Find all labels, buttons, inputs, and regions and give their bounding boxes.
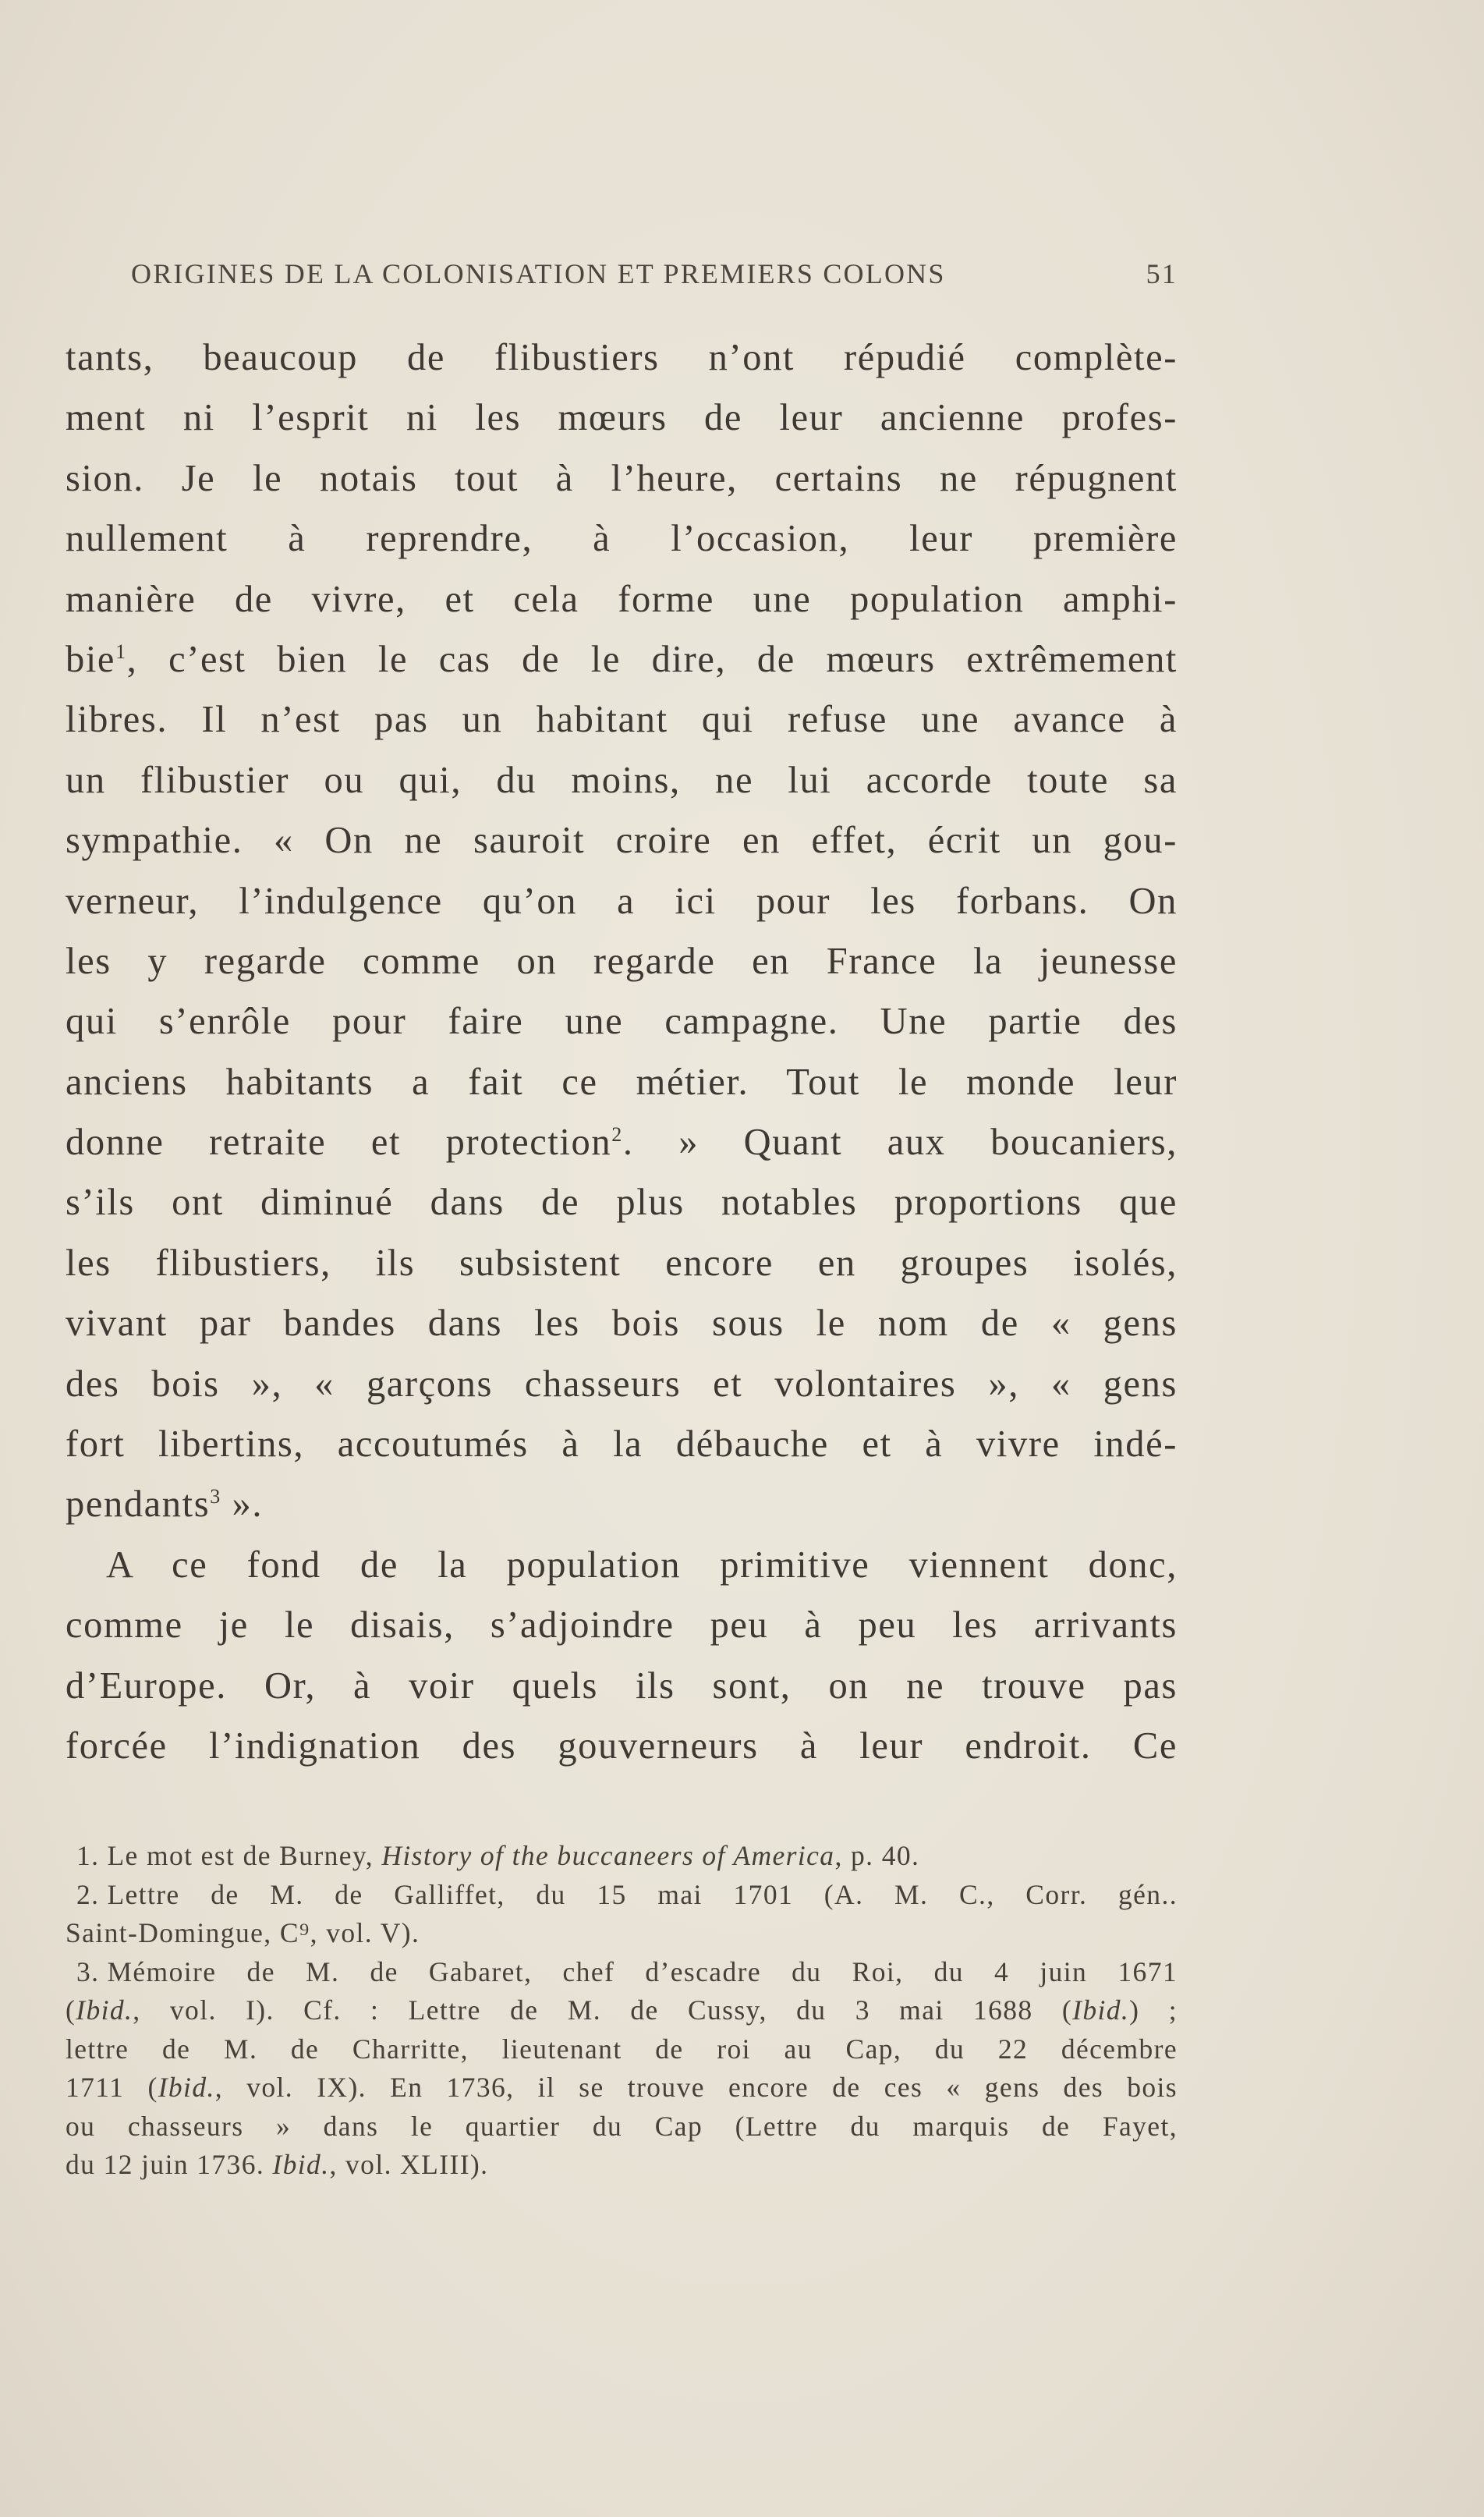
text-line: sympathie. « On ne sauroit croire en effet, écrit un gou- [66,820,1178,862]
footnote-ibid: Ibid. [272,2149,330,2180]
footnote-number: 3. [76,1955,100,1987]
footnote-ref-2: 2 [611,1122,623,1146]
footnote-text: Le mot est de Burney, [107,1840,382,1871]
footnotes [66,1837,1178,2185]
text-line: des bois », « garçons chasseurs et volontaires », « gens [66,1363,1178,1405]
footnote-3-cont: ou chasseurs » dans le quartier du Cap (Lettre du marquis de Fayet, [66,2110,1178,2142]
footnote-number: 1. [76,1840,100,1871]
running-head [131,257,1178,296]
body-text [66,328,1178,1776]
text-fragment: pendants [66,1484,211,1526]
text-line: les y regarde comme on regarde en France la jeunesse [66,940,1178,982]
text-line: ment ni l’esprit ni les mœurs de leur ancienne profes- [66,397,1178,439]
footnote-3 [66,1953,1178,1992]
text-line: tants, beaucoup de flibustiers n’ont répudié complète- [66,337,1178,378]
text-line: forcée l’indignation des gouverneurs à leur endroit. Ce [66,1725,1178,1767]
text-line: sion. Je le notais tout à l’heure, certains ne répugnent [66,457,1178,499]
text-fragment: . » Quant aux boucaniers, [622,1122,1178,1164]
footnote-3-cont [66,1991,1178,2030]
text-line: qui s’enrôle pour faire une campagne. Une partie des [66,1001,1178,1043]
text-line: A ce fond de la population primitive viennent donc, [106,1544,1178,1586]
running-head-title: ORIGINES DE LA COLONISATION ET PREMIERS COLONS [131,258,946,289]
text-line: les flibustiers, ils subsistent encore en groupes isolés, [66,1242,1178,1284]
footnote-text: , p. 40. [834,1840,920,1871]
footnote-number: 2. [76,1878,100,1910]
text-line: un flibustier ou qui, du moins, ne lui accorde toute sa [66,759,1178,801]
footnote-text: du 12 juin 1736. [66,2149,273,2180]
footnote-text: ( [66,1994,76,2026]
text-line [66,1474,1178,1534]
footnote-3-cont [66,2146,1178,2185]
footnote-text: ) ; [1129,1994,1178,2026]
text-line: nullement à reprendre, à l’occasion, leur première [66,518,1178,560]
footnote-ref-3: 3 [210,1485,221,1508]
footnote-text: , vol. I). Cf. : Lettre de M. de Cussy, du 3 mai 1688 ( [133,1994,1073,2026]
footnote-ibid: Ibid. [1072,1994,1130,2026]
text-line: verneur, l’indulgence qu’on a ici pour les forbans. On [66,880,1178,922]
footnote-text: , vol. XLIII). [329,2149,489,2180]
text-line: anciens habitants a fait ce métier. Tout le monde leur [66,1061,1178,1103]
text-line: comme je le disais, s’adjoindre peu à peu les arrivants [66,1604,1178,1647]
footnote-2-cont: Saint-Domingue, C⁹, vol. V). [66,1917,420,1948]
footnote-2 [66,1876,1178,1915]
text-line: vivant par bandes dans les bois sous le nom de « gens [66,1303,1178,1345]
footnote-text: Lettre de M. de Galliffet, du 15 mai 1701 (A. M. C., Corr. gén.. [107,1878,1178,1910]
text-line [66,629,1178,690]
text-line: libres. Il n’est pas un habitant qui refuse une avance à [66,699,1178,741]
footnote-text: 1711 ( [66,2072,158,2103]
footnote-text: , vol. IX). En 1736, il se trouve encore de ces « gens des bois [214,2072,1178,2103]
footnote-ref-1: 1 [115,640,127,663]
page-number: 51 [1146,258,1178,289]
footnote-3-cont [66,2069,1178,2108]
text-fragment: bie [66,638,116,680]
footnote-1 [66,1837,1178,1876]
text-line: d’Europe. Or, à voir quels ils sont, on ne trouve pas [66,1664,1178,1707]
footnote-text: Mémoire de M. de Gabaret, chef d’escadre du Roi, du 4 juin 1671 [107,1955,1178,1987]
text-fragment: ». [221,1484,264,1526]
footnote-ibid: Ibid. [158,2072,215,2103]
text-line: manière de vivre, et cela forme une population amphi- [66,578,1178,620]
footnote-3-cont: lettre de M. de Charritte, lieutenant de roi au Cap, du 22 décembre [66,2033,1178,2065]
text-fragment: , c’est bien le cas de le dire, de mœurs extrêmement [126,638,1178,680]
footnote-ibid: Ibid. [76,1994,133,2026]
text-fragment: donne retraite et protection [66,1122,612,1164]
footnote-title: History of the buccaneers of America [381,1840,835,1871]
text-line [66,1112,1178,1172]
text-line: fort libertins, accoutumés à la débauche et à vivre indé- [66,1423,1178,1466]
text-line: s’ils ont diminué dans de plus notables proportions que [66,1182,1178,1224]
